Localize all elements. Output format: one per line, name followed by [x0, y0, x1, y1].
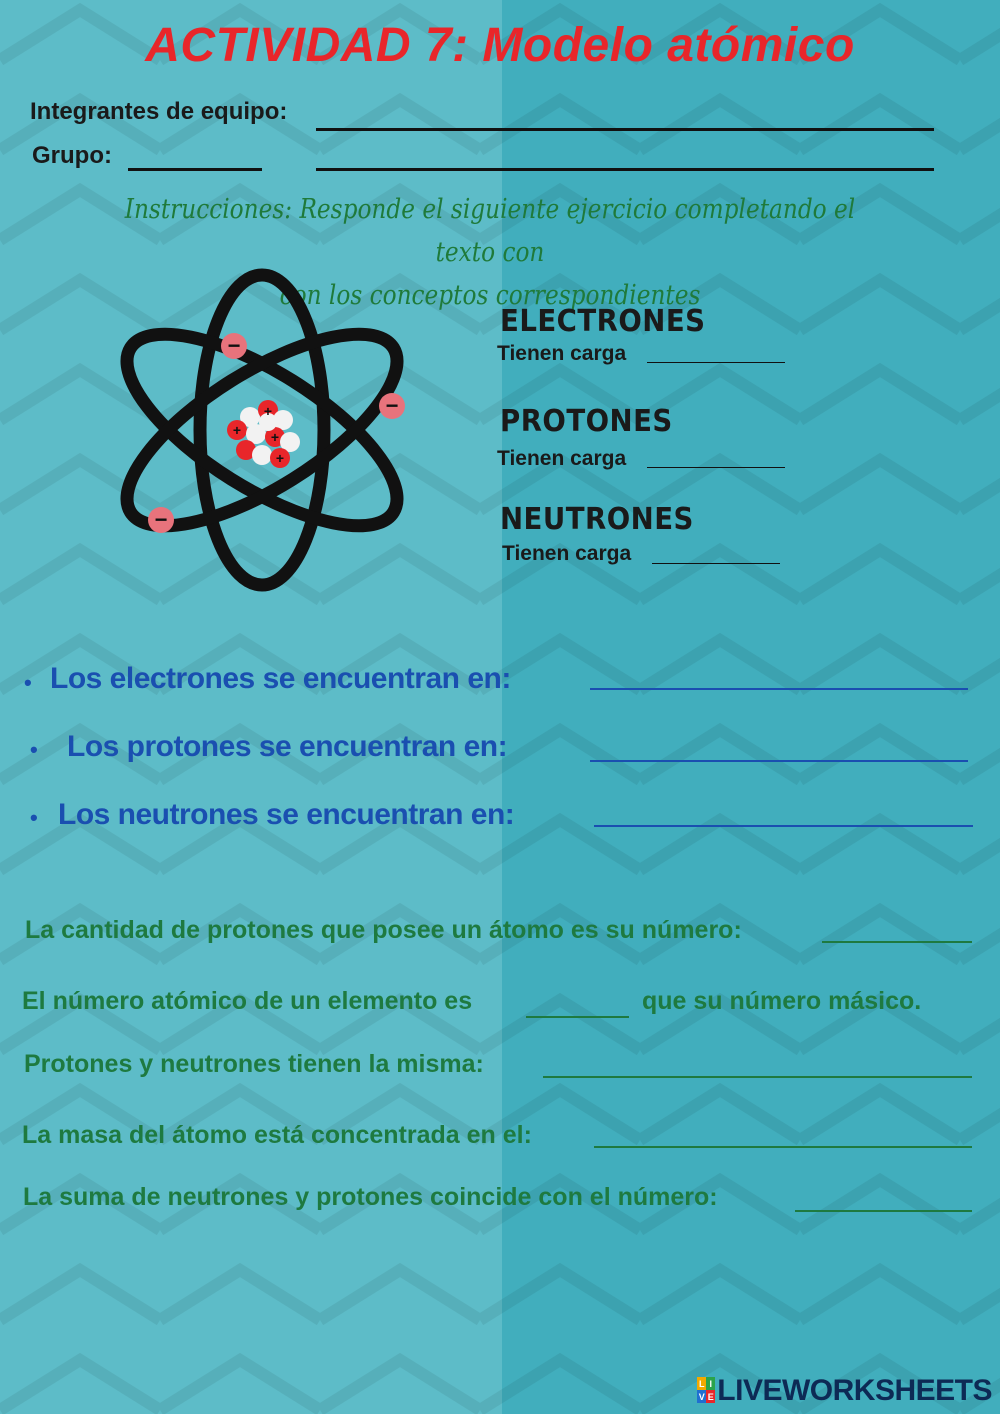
bullet-3: • — [30, 805, 38, 830]
badge-letter-1: L — [699, 1379, 705, 1389]
protons-location-question: Los protones se encuentran en: — [67, 730, 508, 763]
protones-charge-blank[interactable] — [647, 467, 785, 468]
neutrones-charge-blank[interactable] — [652, 563, 780, 564]
question-atomic-number: La cantidad de protones que posee un átomo es su número: — [25, 916, 742, 944]
same-property-blank[interactable] — [543, 1076, 972, 1078]
instructions-line-1: Instrucciones: Responde el siguiente ejercicio completando el texto con — [124, 194, 856, 268]
question-compare-after: que su número másico. — [642, 987, 922, 1015]
group-extra-blank[interactable] — [316, 168, 934, 171]
question-same-property: Protones y neutrones tienen la misma: — [24, 1050, 484, 1078]
badge-letter-2: I — [709, 1379, 712, 1389]
electrones-charge-blank[interactable] — [647, 362, 785, 363]
compare-blank[interactable] — [526, 1016, 629, 1018]
electron-sign-1: − — [227, 333, 241, 358]
instructions-line-2: con los conceptos correspondientes — [279, 280, 701, 311]
page-title: ACTIVIDAD 7: Modelo atómico — [145, 19, 855, 72]
question-mass-concentration: La masa del átomo está concentrada en el: — [22, 1121, 532, 1149]
badge-letter-4: E — [708, 1392, 714, 1402]
group-blank[interactable] — [128, 168, 262, 171]
nucleus — [227, 400, 300, 468]
particle-neutrones-prompt: Tienen carga — [502, 542, 632, 565]
electrons-location-question: Los electrones se encuentran en: — [50, 662, 511, 695]
electron-sign-2: − — [385, 393, 399, 418]
proton-sign-4: + — [275, 450, 285, 466]
particle-neutrones-title: NEUTRONES — [500, 502, 694, 537]
electrons-location-blank[interactable] — [590, 688, 968, 690]
electron-bottom-left — [148, 507, 174, 533]
proton-sign-1: + — [263, 403, 273, 419]
mass-number-blank[interactable] — [795, 1210, 972, 1212]
team-members-blank[interactable] — [316, 128, 934, 131]
protons-location-blank[interactable] — [590, 760, 968, 762]
neutrons-location-question: Los neutrones se encuentran en: — [58, 798, 515, 831]
question-compare-before: El número atómico de un elemento es — [22, 987, 473, 1015]
liveworksheets-badge-icon — [697, 1377, 715, 1403]
liveworksheets-brand-text: LIVEWORKSHEETS — [717, 1374, 992, 1407]
team-members-label: Integrantes de equipo: — [30, 98, 288, 125]
bullet-1: • — [24, 670, 32, 695]
mass-concentration-blank[interactable] — [594, 1146, 972, 1148]
badge-letter-3: V — [699, 1392, 705, 1402]
particle-electrones-prompt: Tienen carga — [497, 342, 627, 365]
neutrons-location-blank[interactable] — [594, 825, 973, 827]
particle-protones-prompt: Tienen carga — [497, 447, 627, 470]
particle-protones-title: PROTONES — [500, 404, 673, 439]
atomic-number-blank[interactable] — [822, 941, 972, 943]
proton-sign-3: + — [270, 429, 280, 445]
electron-sign-3: − — [154, 507, 168, 532]
bullet-2: • — [30, 737, 38, 762]
particle-electrones-title: ELECTRONES — [500, 304, 706, 339]
question-mass-number: La suma de neutrones y protones coincide con el número: — [23, 1183, 718, 1211]
proton-sign-2: + — [232, 422, 242, 438]
group-label: Grupo: — [32, 142, 112, 169]
electron-right — [379, 393, 405, 419]
electron-top — [221, 333, 247, 359]
liveworksheets-logo[interactable] — [697, 1374, 992, 1408]
atom-diagram — [110, 262, 420, 597]
